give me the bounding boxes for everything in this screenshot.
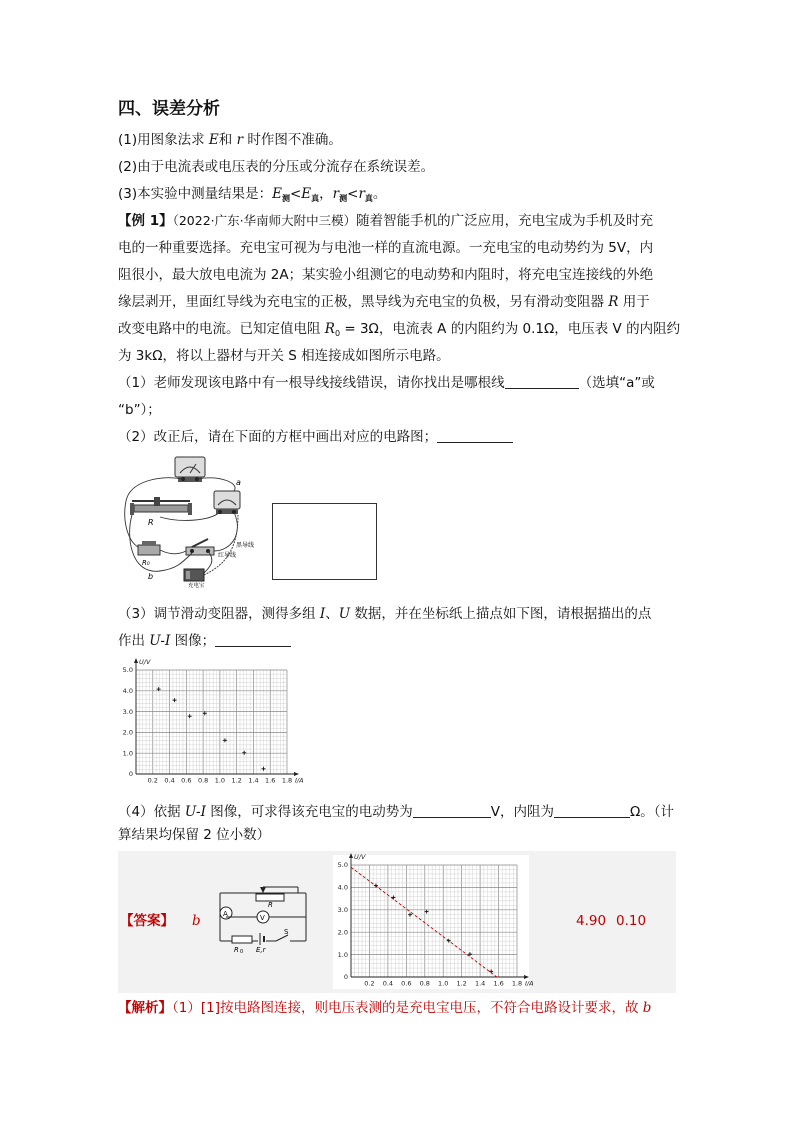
question-1-cont: “b”）；	[118, 402, 161, 418]
y-tick-label: 1.0	[122, 749, 133, 758]
example-line-1: 【例 1】（2022·广东·华南师大附中三模）随着智能手机的广泛应用，充电宝成为手机及时充	[118, 213, 654, 229]
x-tick-label: 0.6	[401, 979, 412, 988]
y-axis-arrow	[134, 658, 138, 663]
error-point-3: (3)本实验中测量结果是：$E_测<E_真$，$r_测<r_真$。	[118, 186, 387, 203]
example-line-5: 改变电路中的电流。已知定值电阻 $R_0 = 3\Omega$，电流表 A 的内阻约为 0.1Ω，电压表 V 的内阻约	[118, 321, 681, 338]
section-title: 四、误差分析	[118, 99, 220, 119]
analysis-tag: 【解析】	[118, 1000, 172, 1016]
x-tick-label: 1.6	[265, 776, 276, 785]
red-wire-label: 红导线	[218, 552, 237, 559]
x-tick-label: 0.4	[382, 979, 394, 988]
y-tick-label: 5.0	[122, 666, 133, 675]
x-tick-label: 1.6	[493, 979, 504, 988]
y-tick-label: 1.0	[337, 950, 348, 959]
y-tick-label: 3.0	[337, 905, 348, 914]
svg-text:E,r: E,r	[256, 946, 266, 954]
ammeter	[214, 491, 240, 514]
data-point	[173, 698, 177, 702]
answer-blank-r[interactable]	[554, 803, 630, 818]
y-tick-label: 2.0	[122, 728, 133, 737]
data-point	[391, 895, 395, 899]
x-tick-label: 0.2	[364, 979, 375, 988]
x-tick-label: 1.2	[456, 979, 467, 988]
x-axis-label: I/A	[295, 776, 304, 785]
y-tick-label: 3.0	[122, 707, 133, 716]
rheostat-label: R	[148, 518, 154, 527]
x-tick-label: 1.4	[248, 776, 259, 785]
x-tick-label: 1.0	[214, 776, 226, 785]
svg-text:R: R	[234, 946, 239, 954]
svg-text:S: S	[284, 928, 289, 936]
answer-ui-chart	[333, 853, 534, 989]
svg-text:V: V	[260, 914, 265, 922]
ui-scatter-chart	[118, 658, 304, 785]
answer-drawing-box[interactable]	[272, 503, 377, 580]
switch	[186, 539, 214, 555]
x-axis-arrow	[524, 975, 529, 979]
circuit-photo	[120, 455, 280, 587]
x-tick-label: 0.4	[164, 776, 175, 785]
data-point	[408, 913, 412, 917]
question-4: （4）依据 U-I 图像，可求得该充电宝的电动势为 V，内阻为 Ω。（计	[118, 804, 675, 820]
y-tick-label: 4.0	[122, 686, 133, 695]
data-point	[188, 714, 192, 718]
black-wire-label: 黑导线	[236, 542, 255, 549]
x-tick-label: 0.2	[147, 776, 158, 785]
y-tick-label: 4.0	[337, 883, 348, 892]
answer-tag: 【答案】	[120, 913, 174, 929]
question-4-cont: 算结果均保留 2 位小数）	[118, 827, 271, 843]
question-2: （2）改正后，请在下面的方框中画出对应的电路图；	[118, 427, 513, 447]
example-line-3: 阻很小，最大放电电流为 2A；某实验小组测它的电动势和内阻时，将充电宝连接线的外绝	[118, 267, 654, 283]
answer-blank-emf[interactable]	[413, 803, 491, 818]
answer-1: b	[192, 913, 201, 929]
answer-blank-3[interactable]	[215, 632, 291, 647]
y-tick-label: 0	[128, 770, 133, 779]
y-axis-label: U/V	[139, 658, 151, 666]
example-tag: 【例 1】	[118, 213, 173, 229]
error-point-1: (1)用图象法求 E和 r 时作图不准确。	[118, 132, 342, 148]
x-tick-label: 1.8	[281, 776, 293, 785]
x-tick-label: 1.2	[231, 776, 242, 785]
data-point	[223, 738, 227, 742]
example-line-6: 为 3kΩ，将以上器材与开关 S 相连接成如图所示电路。	[118, 348, 450, 364]
question-1: （1）老师发现该电路中有一根导线接线错误，请你找出是哪根线 （选填“a”或	[118, 375, 655, 391]
example-line-4: 缘层剥开，里面红导线为充电宝的正极，黑导线为充电宝的负极，另有滑动变阻器 R 用于	[118, 294, 650, 310]
data-point	[242, 751, 246, 755]
y-tick-label: 5.0	[337, 861, 348, 870]
question-3-cont: 作出 U-I 图像；	[118, 631, 291, 651]
y-axis-label: U/V	[354, 853, 366, 861]
x-tick-label: 1.8	[511, 979, 523, 988]
answer-emf: 4.90	[576, 913, 607, 929]
answer-internal-resistance: 0.10	[616, 913, 647, 929]
x-axis-arrow	[294, 772, 299, 776]
data-point	[425, 910, 429, 914]
svg-text:0: 0	[240, 949, 244, 955]
x-tick-label: 0.8	[419, 979, 430, 988]
wire-b-label: b	[148, 572, 154, 581]
answer-blank-1[interactable]	[505, 374, 579, 389]
data-point	[262, 767, 266, 771]
question-3: （3）调节滑动变阻器，测得多组 I、U 数据，并在坐标纸上描点如下图，请根据描出的点	[118, 606, 652, 622]
x-axis-label: I/A	[525, 979, 534, 988]
rheostat	[130, 497, 192, 515]
x-tick-label: 0.6	[181, 776, 192, 785]
power-bank-label: 充电宝	[188, 583, 205, 589]
r0-label: R₀	[142, 559, 150, 567]
answer-circuit-diagram	[218, 883, 310, 953]
svg-text:A: A	[223, 910, 228, 918]
x-tick-label: 1.0	[438, 979, 449, 988]
resistor-r0-symbol	[232, 936, 252, 943]
resistor-r0	[138, 541, 160, 555]
x-tick-label: 0.8	[197, 776, 209, 785]
rheostat-symbol	[256, 894, 284, 901]
answer-blank-2[interactable]	[437, 428, 513, 443]
svg-text:R: R	[268, 901, 273, 909]
data-point	[489, 969, 493, 973]
y-tick-label: 2.0	[337, 928, 348, 937]
error-point-2: (2)由于电流表或电压表的分压或分流存在系统误差。	[118, 159, 435, 175]
power-bank	[184, 569, 204, 581]
y-tick-label: 0	[343, 973, 348, 982]
wire-a-label: a	[236, 478, 241, 487]
analysis-line: 【解析】（1）[1]按电路图连接，则电压表测的是充电宝电压，不符合电路设计要求，故 b	[118, 1000, 652, 1016]
x-tick-label: 1.4	[474, 979, 486, 988]
example-line-2: 电的一种重要选择。充电宝可视为与电池一样的直流电源。一充电宝的电动势约为 5V，内	[118, 240, 654, 256]
